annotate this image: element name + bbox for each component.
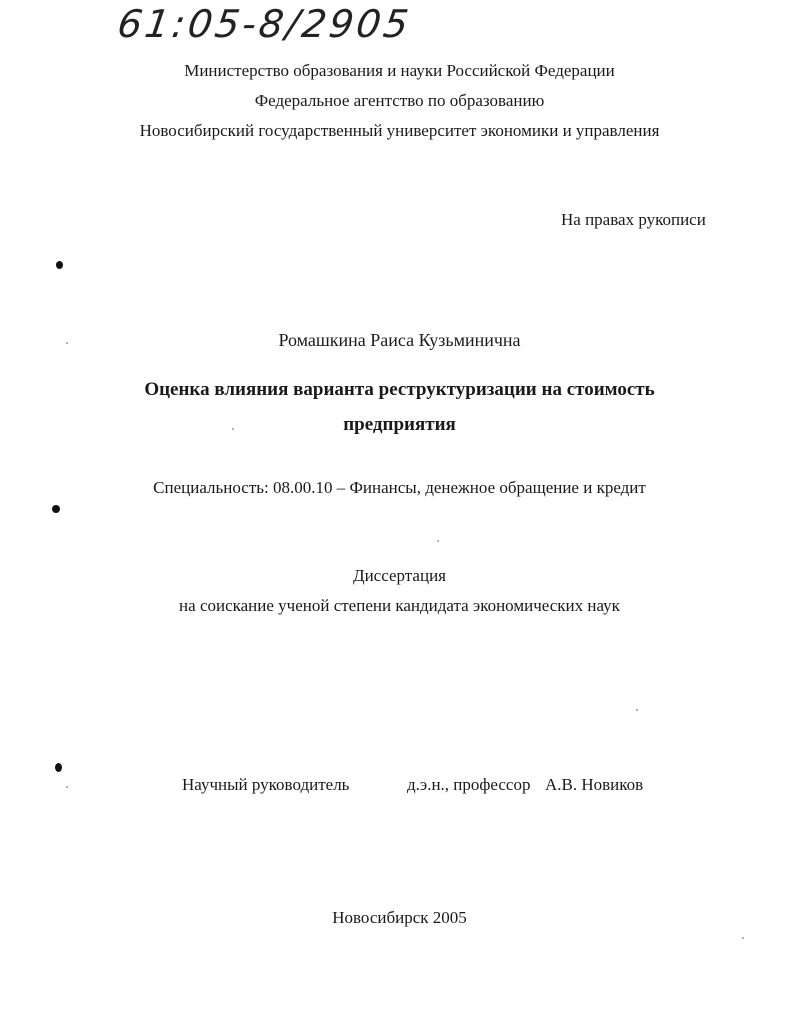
handwritten-archive-number: 61:05-8/2905 <box>114 2 415 46</box>
rights-note: На правах рукописи <box>561 210 706 229</box>
place-and-year: Новосибирск 2005 <box>332 908 467 927</box>
binding-hole-mark <box>56 261 63 269</box>
work-type: Диссертация <box>352 566 446 585</box>
ministry-name: Министерство образования и науки Российской Федерации <box>184 61 615 80</box>
scan-speck <box>636 709 638 711</box>
scan-speck <box>66 342 68 344</box>
scan-speck <box>742 937 744 939</box>
degree-sought: на соискание ученой степени кандидата экономических наук <box>179 596 620 615</box>
advisor-name: А.В. Новиков <box>545 775 644 794</box>
specialty: Специальность: 08.00.10 – Финансы, денежное обращение и кредит <box>153 478 646 497</box>
dissertation-title-line-1: Оценка влияния варианта реструктуризации на стоимость <box>144 379 655 400</box>
agency-name: Федеральное агентство по образованию <box>254 91 545 110</box>
scan-speck <box>232 428 234 430</box>
advisor-label: Научный руководитель <box>182 775 350 794</box>
scan-speck <box>66 786 68 788</box>
binding-hole-mark <box>52 505 60 513</box>
dissertation-title-line-2: предприятия <box>343 414 456 435</box>
advisor-credentials: д.э.н., профессор <box>407 775 531 794</box>
university-name: Новосибирский государственный университет экономики и управления <box>139 121 660 140</box>
scan-speck <box>437 540 439 542</box>
binding-hole-mark <box>55 763 62 772</box>
author-name: Ромашкина Раиса Кузьминична <box>278 330 521 350</box>
